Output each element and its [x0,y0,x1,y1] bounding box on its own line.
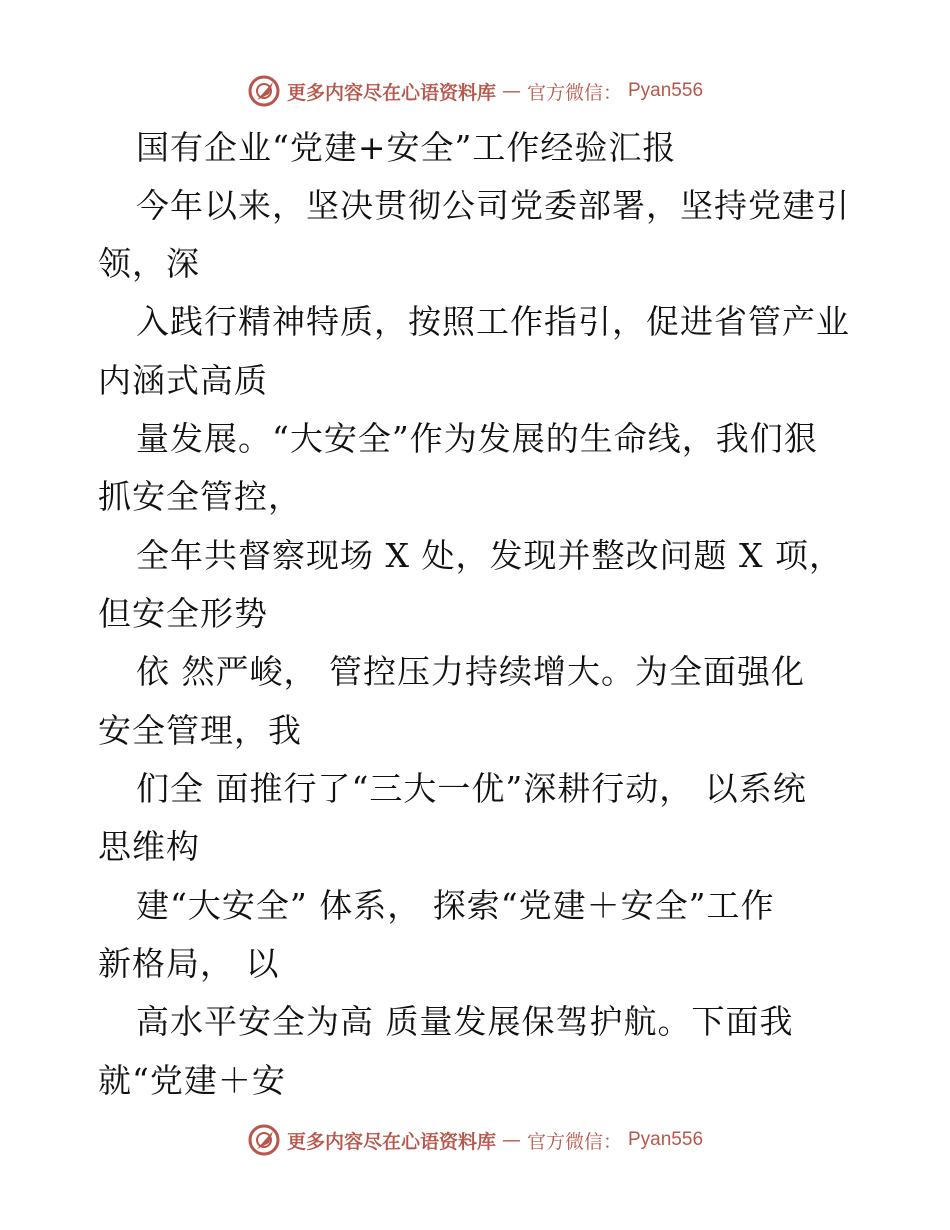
paragraph-line: 新格局， 以 [98,944,280,983]
watermark-group [247,1123,703,1157]
paragraph-line: 但安全形势 [98,594,268,633]
watermark-main-text: 更多内容尽在心语资料库 [286,1130,496,1153]
header-watermark [0,71,950,111]
paragraph-line: 量发展。“大安全”作为发展的生命线，我们狠 [136,419,818,458]
paragraph-line: 高水平安全为高 质量发展保驾护航。下面我 [136,1002,794,1041]
footer-watermark [0,1120,950,1160]
watermark-main-text: 更多内容尽在心语资料库 [286,81,496,104]
quill-logo-icon [247,1123,281,1157]
paragraph-line: 就“党建＋安 [98,1061,286,1100]
document-title: 国有企业“党建+安全”工作经验汇报 [136,128,677,167]
paragraph-line: 建“大安全” 体系， 探索“党建＋安全”工作 [136,886,775,925]
watermark-wechat-id: Pyan556 [628,1129,704,1150]
paragraph-line: 们全 面推行了“三大一优”深耕行动， 以系统 [136,769,807,808]
paragraph-line: 领，深 [98,244,200,283]
paragraph-line: 安全管理，我 [98,711,302,750]
paragraph-line: 依 然严峻， 管控压力持续增大。为全面强化 [136,652,805,691]
watermark-official-label: 官方微信： [526,81,622,104]
watermark-group [247,74,703,108]
paragraph-line: 今年以来，坚决贯彻公司党委部署，坚持党建引 [136,186,850,225]
watermark-official-label: 官方微信： [526,1130,622,1153]
watermark-wechat-id: Pyan556 [628,80,704,101]
watermark-dash: — [501,80,521,102]
quill-logo-icon [247,74,281,108]
paragraph-line: 内涵式高质 [98,361,268,400]
paragraph-line: 抓安全管控， [98,477,302,516]
watermark-dash: — [501,1129,521,1151]
paragraph-line: 全年共督察现场 X 处，发现并整改问题 X 项， [136,536,843,575]
paragraph-line: 入践行精神特质，按照工作指引，促进省管产业 [136,302,850,341]
paragraph-line: 思维构 [98,827,200,866]
